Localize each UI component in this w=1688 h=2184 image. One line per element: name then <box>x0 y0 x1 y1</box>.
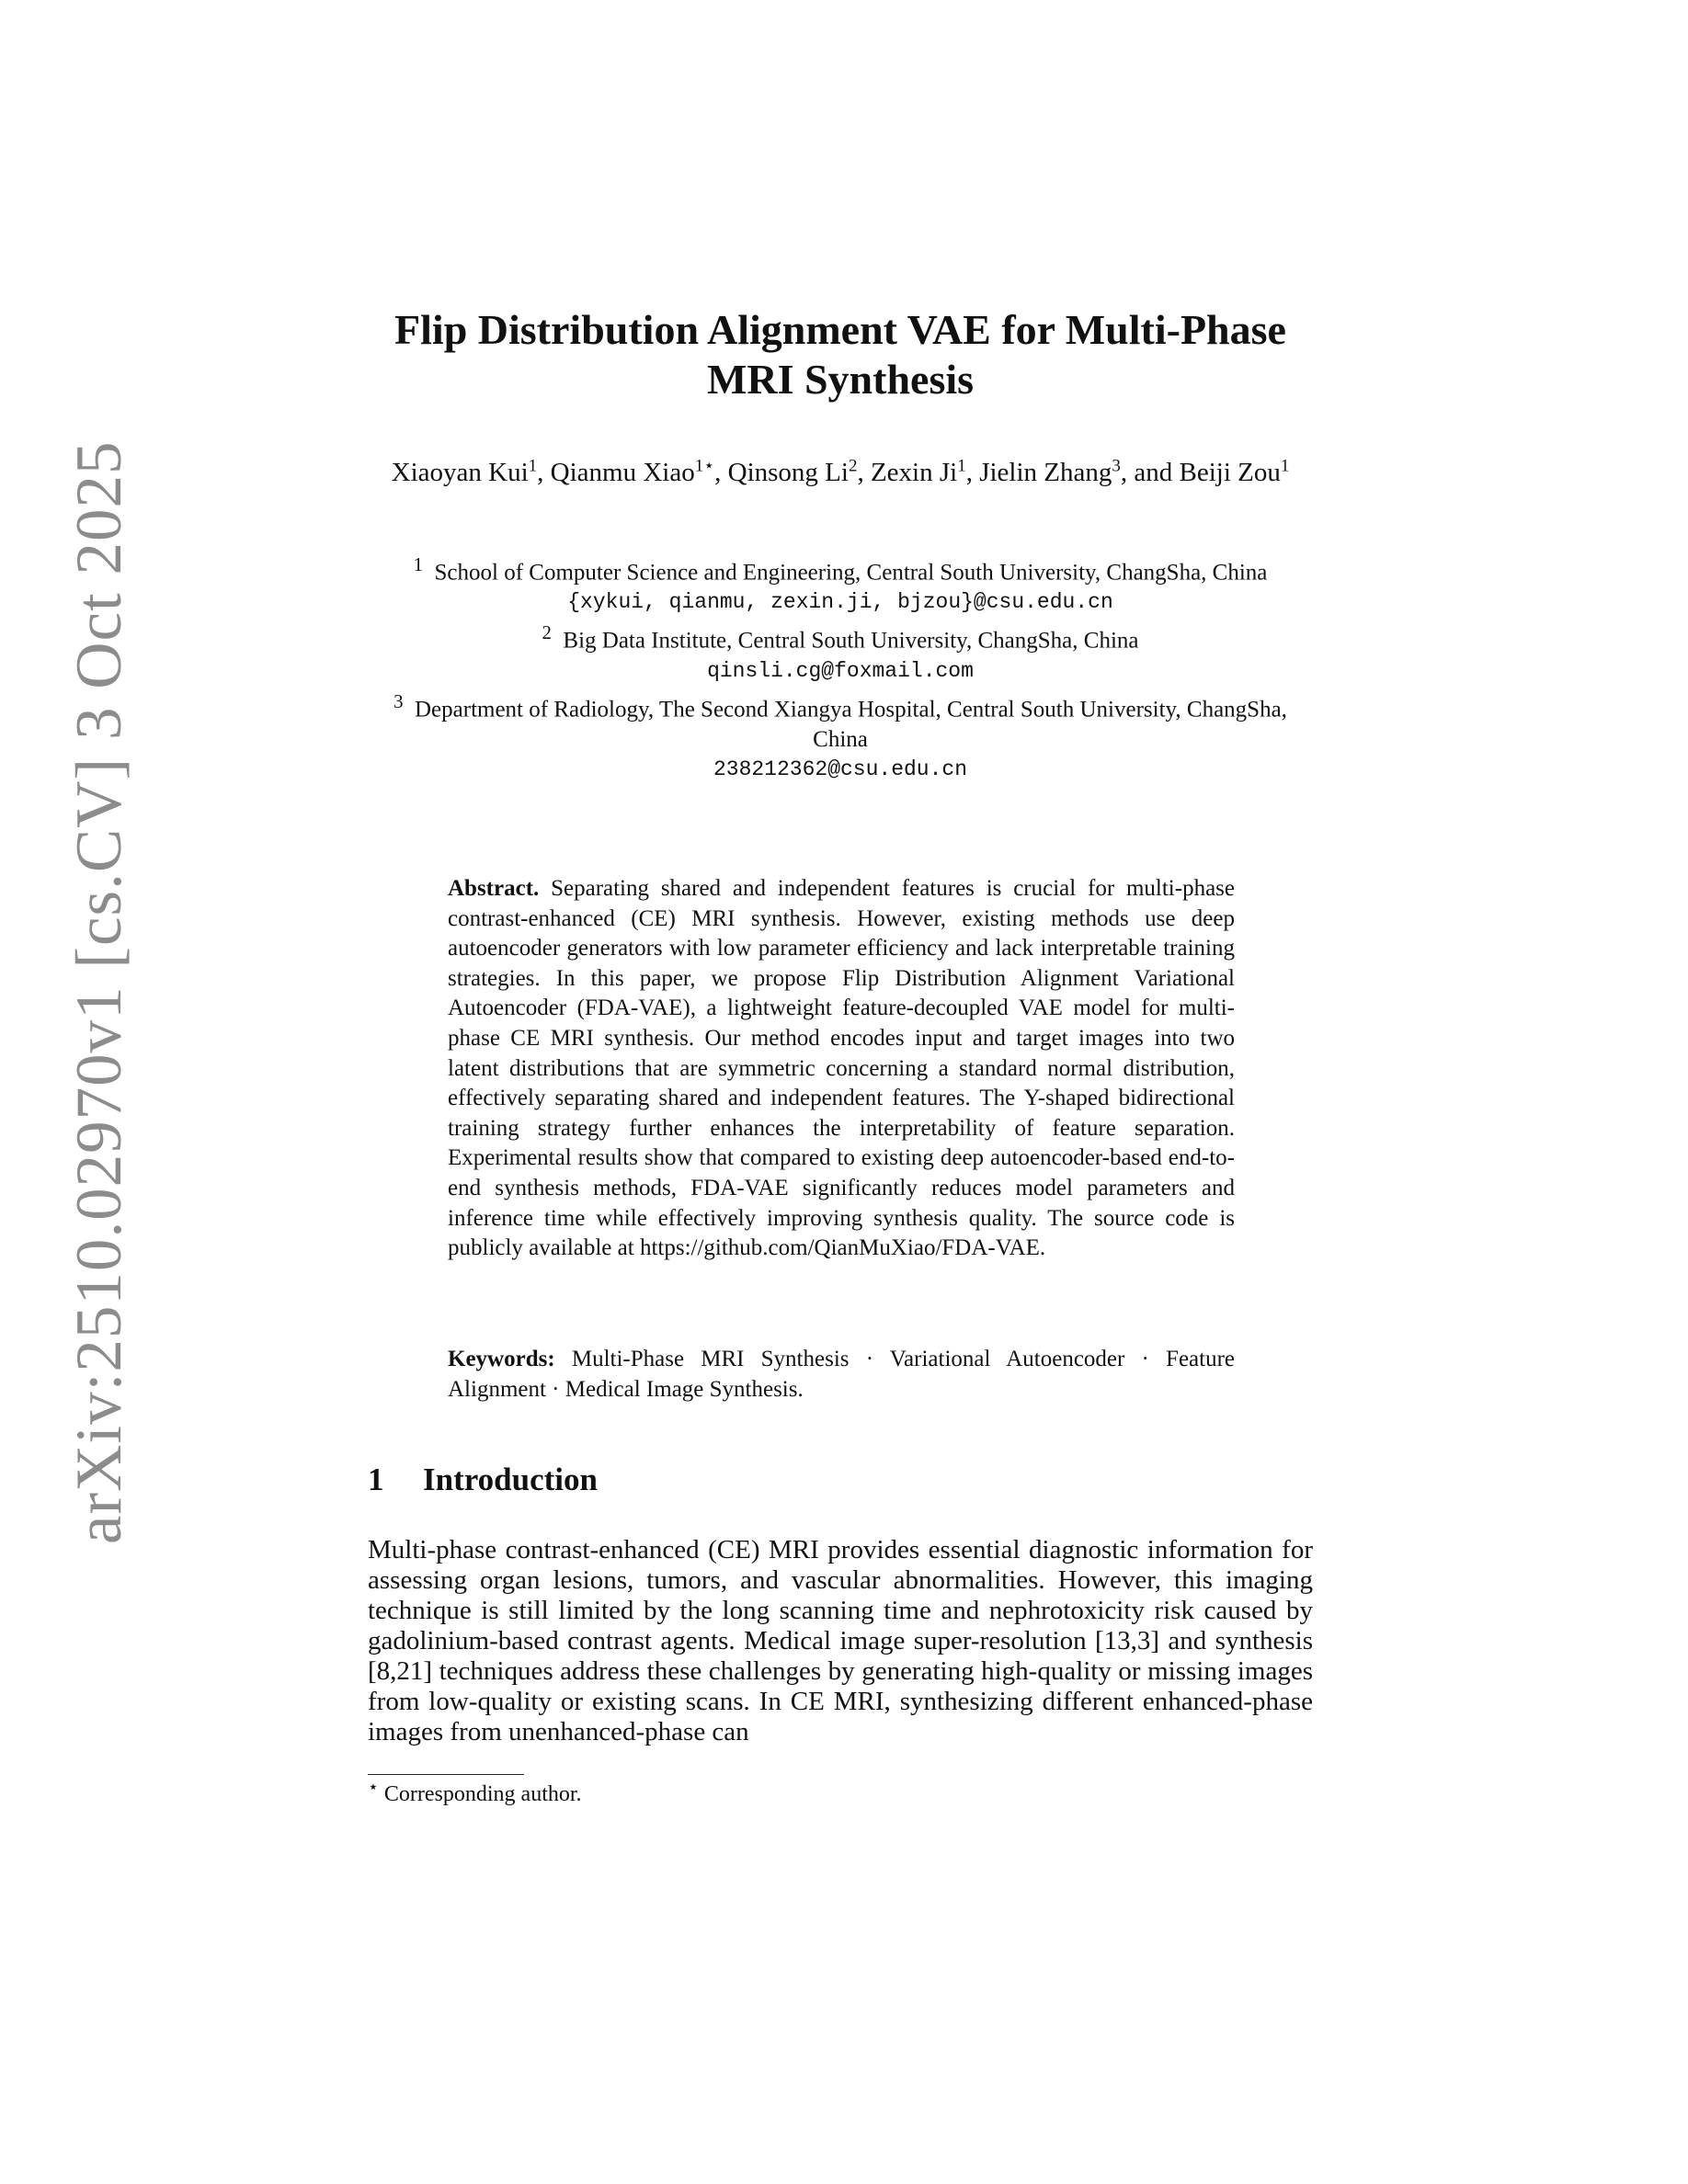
author-affiliation-marker: 2 <box>848 456 858 476</box>
footnote-text: Corresponding author. <box>383 1782 582 1806</box>
introduction-paragraph <box>368 1535 1313 1747</box>
author-final-joiner: , and <box>1120 458 1180 487</box>
affiliation-email: {xykui, qianmu, zexin.ji, bjzou}@csu.edu.cn <box>567 590 1113 615</box>
affiliation-text: School of Computer Science and Engineering, Central South University, ChangSha, China <box>434 560 1268 586</box>
affiliation-list <box>368 550 1313 785</box>
affiliation-item <box>368 687 1313 785</box>
abstract-block <box>448 874 1235 1264</box>
introduction-text: Multi-phase contrast-enhanced (CE) MRI provides essential diagnostic information for assessing organ lesions, tumors, and vascular abnormalities. However, this imaging technique is still limited by the long scanning time and nephrotoxicity risk caused by gadolinium-based contrast agents. Medical image super-resolution [13,3] and synthesis [8,21] techniques address these challenges by generating high-quality or missing images from low-quality or existing scans. In CE MRI, synthesizing different enhanced-phase images from unenhanced-phase can <box>368 1535 1313 1746</box>
section-heading-introduction <box>368 1462 598 1498</box>
affiliation-text: Big Data Institute, Central South University, ChangSha, China <box>563 628 1139 654</box>
author-affiliation-marker: 1 <box>528 456 538 476</box>
author-separator: , <box>537 458 551 487</box>
author-list <box>368 458 1313 488</box>
keywords-text: Multi-Phase MRI Synthesis · Variational Autoencoder · Feature Alignment · Medical Image Synthesis. <box>448 1347 1236 1402</box>
author-name: Beiji Zou <box>1179 458 1281 487</box>
author-separator: , <box>714 458 728 487</box>
author-separator: , <box>857 458 871 487</box>
author-name: Jielin Zhang <box>979 458 1112 487</box>
section-title: Introduction <box>423 1462 598 1497</box>
author-separator: , <box>965 458 980 487</box>
affiliation-item <box>368 550 1313 618</box>
footnote-divider <box>368 1774 524 1775</box>
author-affiliation-marker: 1⋆ <box>694 456 715 476</box>
footnote-marker: ⋆ <box>368 1778 379 1797</box>
affiliation-line <box>368 550 1313 587</box>
abstract-text: Separating shared and independent features is crucial for multi-phase contrast-enhanced (CE) MRI synthesis. However, existing methods use deep autoencoder generators with low parameter efficiency and lack interpretable training strategies. In this paper, we propose Flip Distribution Alignment Variational Autoencoder (FDA-VAE), a lightweight feature-decoupled VAE model for multi-phase CE MRI synthesis. Our method encodes input and target images into two latent distributions that are symmetric concerning a standard normal distribution, effectively separating shared and independent features. The Y-shaped bidirectional training strategy further enhances the interpretability of feature separation. Experimental results show that compared to existing deep autoencoder-based end-to-end synthesis methods, FDA-VAE significantly reduces model parameters and inference time while effectively improving synthesis quality. The source code is publicly available at https://github.com/QianMuXiao/FDA-VAE. <box>448 876 1235 1261</box>
paper-title: Flip Distribution Alignment VAE for Multi-Phase MRI Synthesis <box>394 306 1286 403</box>
affiliation-email: 238212362@csu.edu.cn <box>713 756 968 781</box>
footnote <box>368 1780 582 1808</box>
arxiv-identifier-stamp: arXiv:2510.02970v1 [cs.CV] 3 Oct 2025 <box>63 440 135 1544</box>
author-name: Qinsong Li <box>727 458 849 487</box>
author-name: Xiaoyan Kui <box>391 458 529 487</box>
affiliation-number: 2 <box>542 621 552 644</box>
author-affiliation-marker: 1 <box>957 456 966 476</box>
abstract-label: Abstract. <box>448 876 540 901</box>
author-affiliation-marker: 1 <box>1280 456 1290 476</box>
section-number: 1 <box>368 1462 384 1497</box>
author-affiliation-marker: 3 <box>1112 456 1121 476</box>
affiliation-email: qinsli.cg@foxmail.com <box>707 658 974 683</box>
affiliation-text: Department of Radiology, The Second Xiangya Hospital, Central South University, ChangSha, China <box>415 696 1287 752</box>
author-name: Zexin Ji <box>870 458 958 487</box>
keywords-block <box>448 1345 1235 1405</box>
affiliation-number: 3 <box>393 689 404 712</box>
affiliation-number: 1 <box>413 553 424 575</box>
author-name: Qianmu Xiao <box>550 458 695 487</box>
affiliation-item <box>368 618 1313 686</box>
affiliation-line <box>368 687 1313 755</box>
keywords-label: Keywords: <box>448 1347 555 1371</box>
affiliation-line <box>368 618 1313 655</box>
